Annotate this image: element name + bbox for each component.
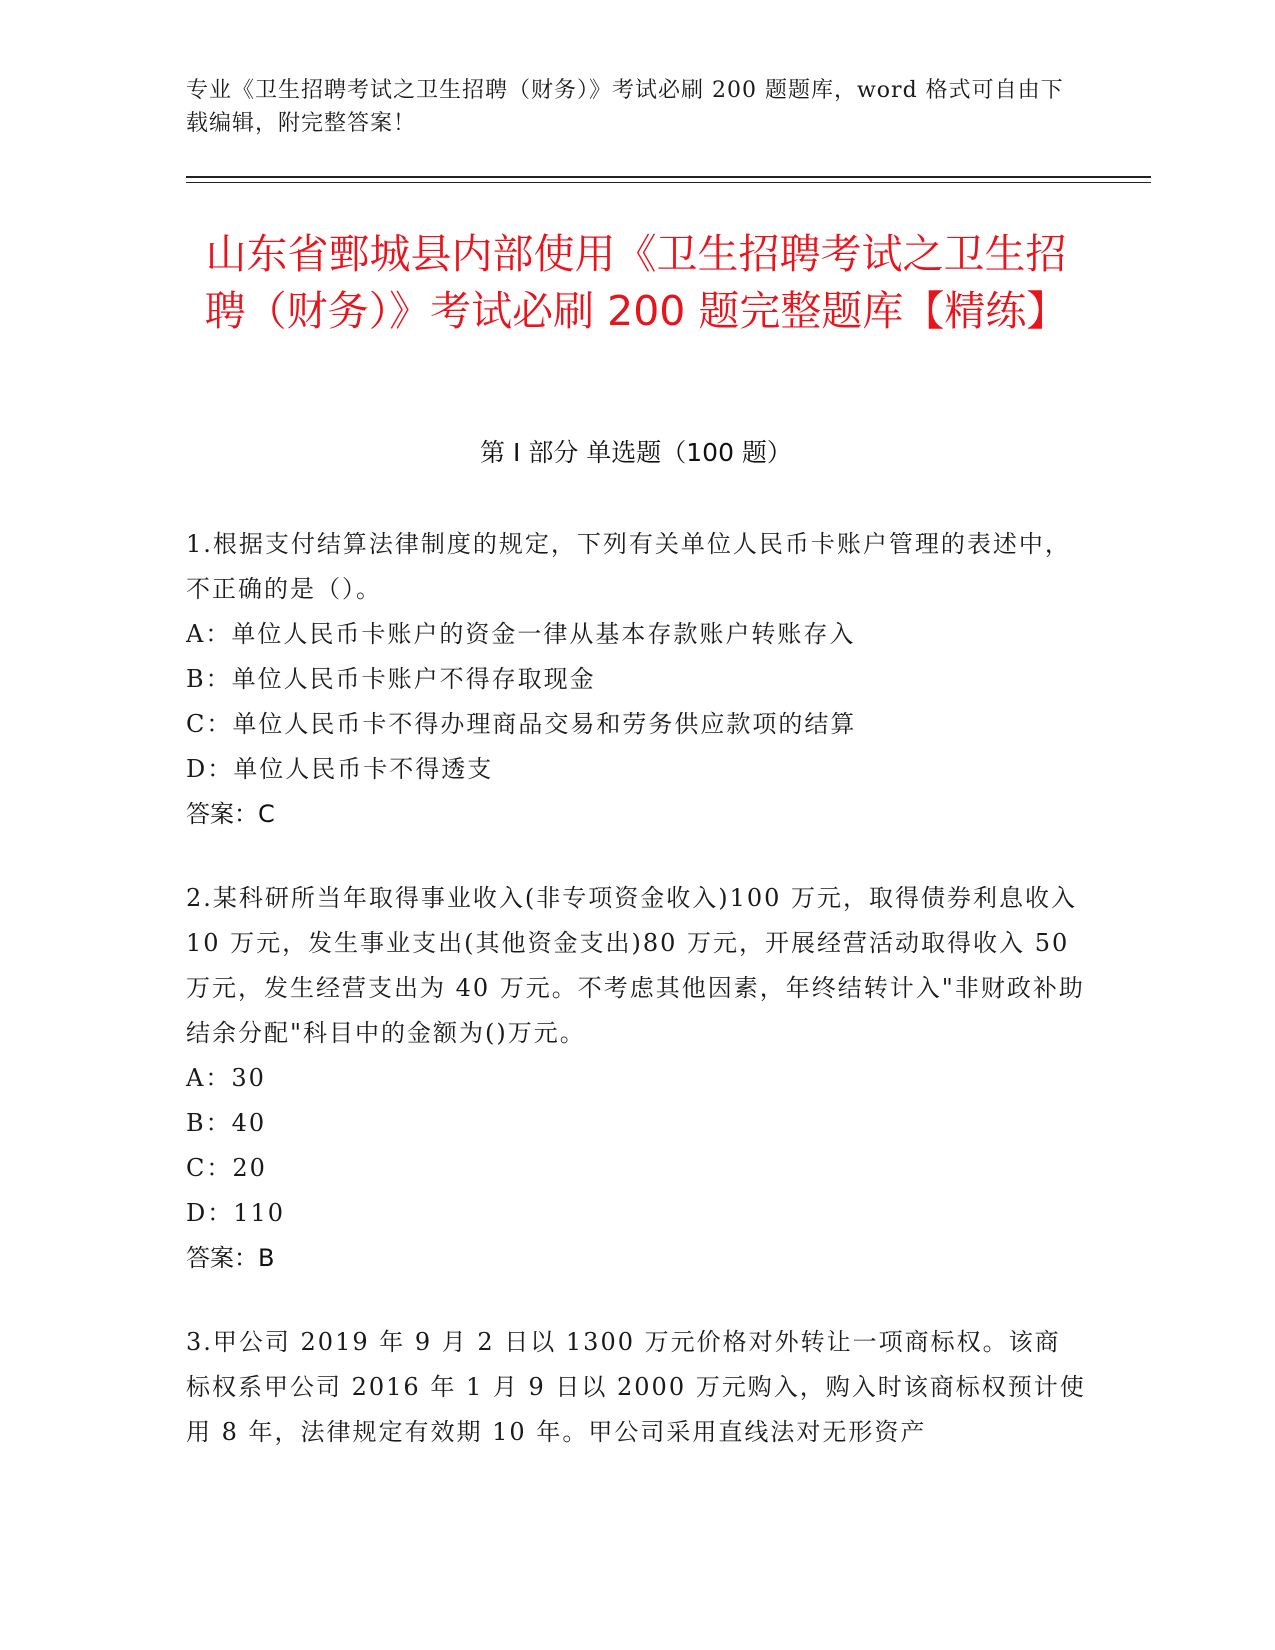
- header-divider-thin: [186, 182, 1151, 183]
- question-1: [186, 522, 1086, 837]
- question-3: [186, 1320, 1086, 1455]
- option-d: D：110: [186, 1199, 286, 1227]
- question-stem: 3.甲公司 2019 年 9 月 2 日以 1300 万元价格对外转让一项商标权。该商标权系甲公司 2016 年 1 月 9 日以 2000 万元购入，购入时该商标权预计使用 8 年，法律规定有效期 10 年。甲公司采用直线法对无形资产: [186, 1328, 1086, 1446]
- option-c: C：20: [186, 1154, 267, 1182]
- option-a: A：30: [186, 1064, 266, 1092]
- section-title: 第 I 部分 单选题（100 题）: [480, 438, 792, 467]
- option-a: A：单位人民币卡账户的资金一律从基本存款账户转账存入: [186, 620, 856, 648]
- header-note: 专业《卫生招聘考试之卫生招聘（财务）》考试必刷 200 题题库，word 格式可自由下载编辑，附完整答案！: [186, 78, 1064, 136]
- question-2: [186, 876, 1086, 1281]
- question-stem: 1.根据支付结算法律制度的规定，下列有关单位人民币卡账户管理的表述中，不正确的是（）。: [186, 530, 1071, 603]
- answer: 答案：C: [186, 800, 275, 828]
- option-d: D：单位人民币卡不得透支: [186, 755, 494, 783]
- header-divider-thick: [186, 176, 1151, 178]
- option-b: B：单位人民币卡账户不得存取现金: [186, 665, 596, 693]
- option-b: B：40: [186, 1109, 267, 1137]
- answer: 答案：B: [186, 1244, 275, 1272]
- document-title: 山东省鄄城县内部使用《卫生招聘考试之卫生招聘（财务）》考试必刷 200 题完整题库【精练】: [204, 230, 1068, 335]
- question-list: [186, 522, 1086, 1494]
- question-stem: 2.某科研所当年取得事业收入(非专项资金收入)100 万元，取得债券利息收入 10 万元，发生事业支出(其他资金支出)80 万元，开展经营活动取得收入 50 万元，发生经营支出为 40 万元。不考虑其他因素，年终结转计入"非财政补助结余分配"科目中的金额为()万元。: [186, 884, 1085, 1047]
- option-c: C：单位人民币卡不得办理商品交易和劳务供应款项的结算: [186, 710, 857, 738]
